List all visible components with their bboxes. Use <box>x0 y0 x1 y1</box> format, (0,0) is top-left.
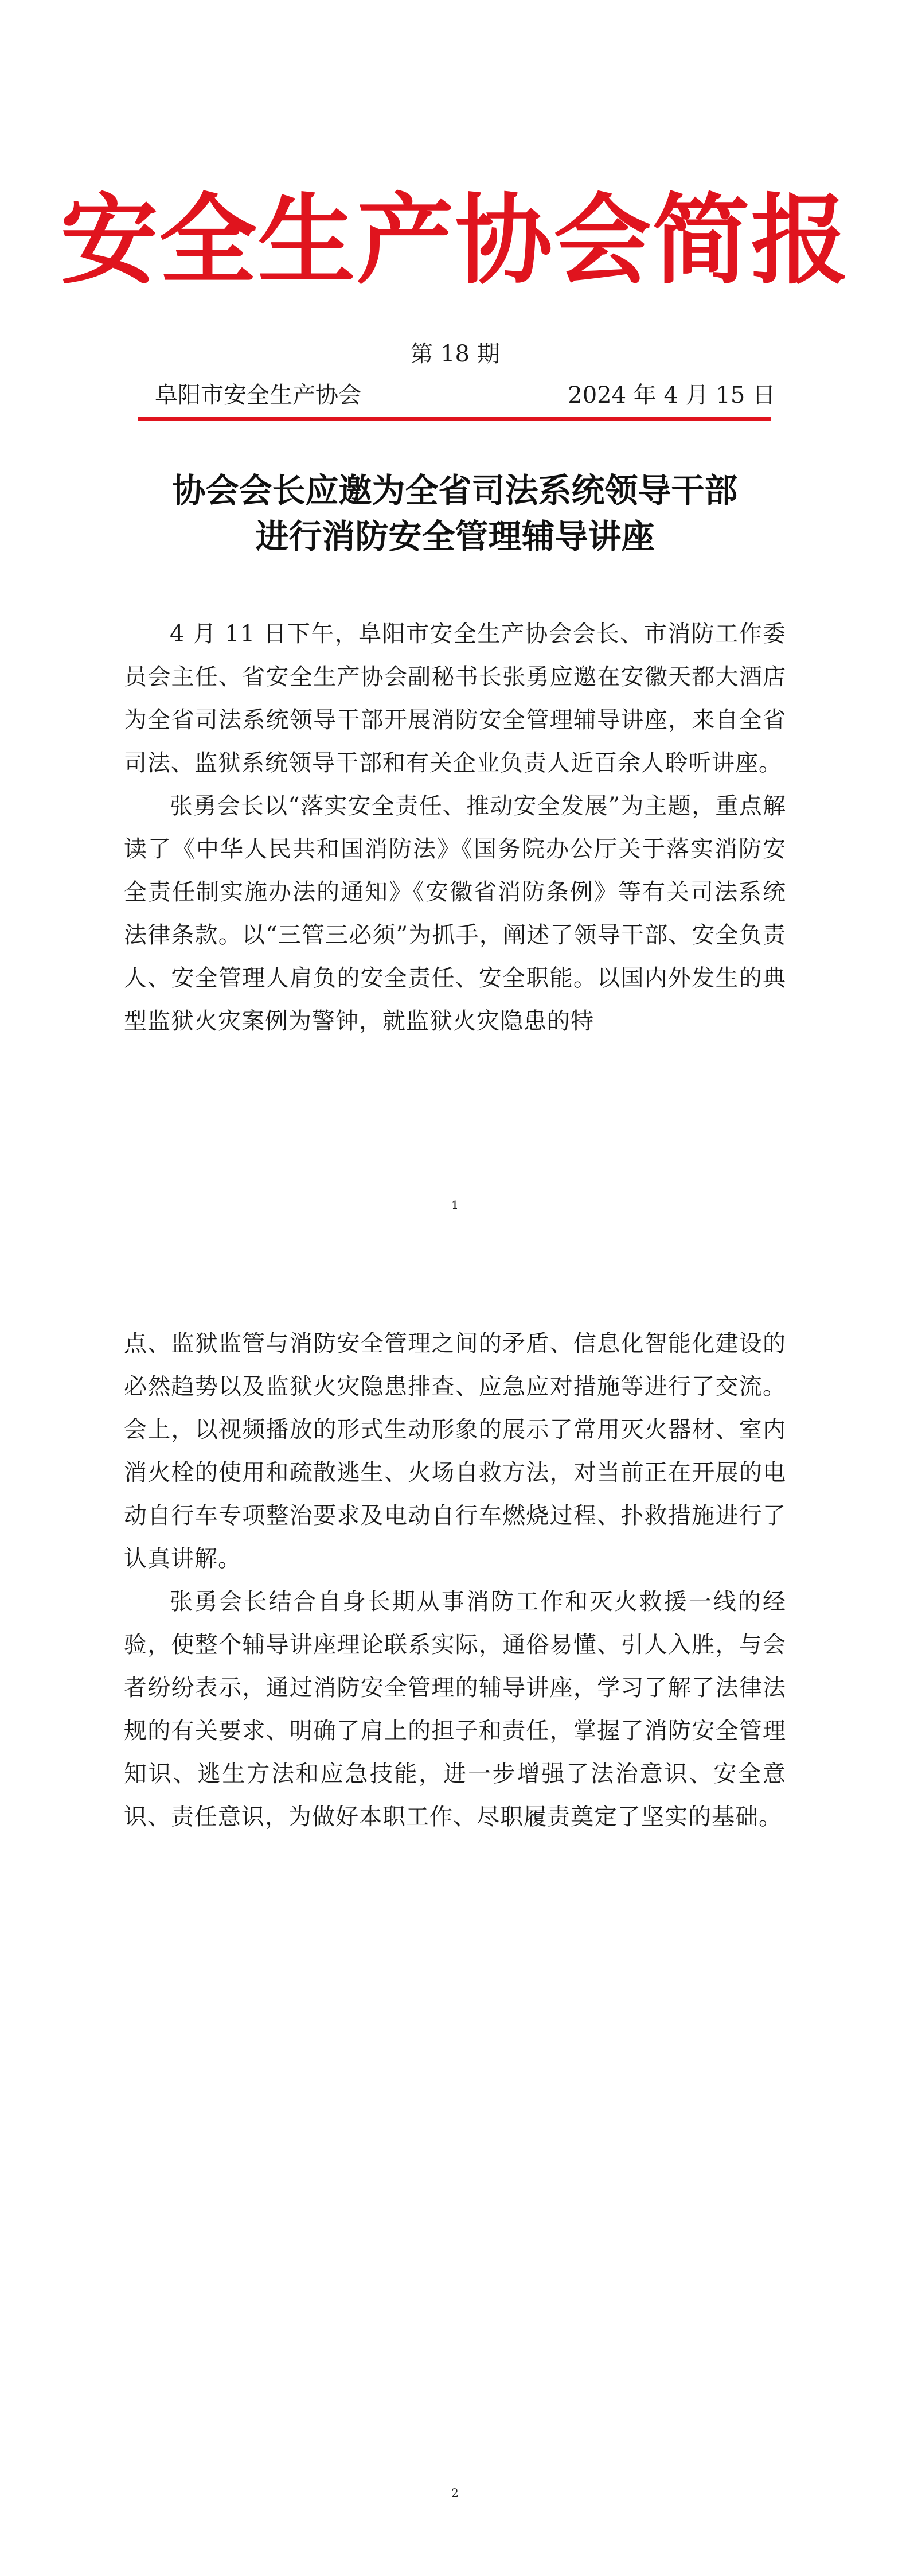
article-headline-line-2: 进行消防安全管理辅导讲座 <box>255 517 655 556</box>
issue-number: 第 18 期 <box>410 341 500 367</box>
body-paragraph: 4 月 11 日下午，阜阳市安全生产协会会长、市消防工作委员会主任、省安全生产协会副秘书长张勇应邀在安徽天都大酒店为全省司法系统领导干部开展消防安全管理辅导讲座，来自全省司法、监狱系统领导干部和有关企业负责人近百余人聆听讲座。 <box>124 621 786 776</box>
article-body-page-2 <box>124 1322 786 1839</box>
page-number: 1 <box>451 1198 459 1212</box>
article-body-page-1 <box>124 613 786 1043</box>
page-number: 2 <box>451 2486 459 2500</box>
page-2 <box>0 1288 910 2576</box>
publish-date: 2024 年 4 月 15 日 <box>568 382 775 408</box>
body-paragraph-continuation: 点、监狱监管与消防安全管理之间的矛盾、信息化智能化建设的必然趋势以及监狱火灾隐患排查、应急应对措施等进行了交流。会上，以视频播放的形式生动形象的展示了常用灭火器材、室内消火栓的使用和疏散逃生、火场自救方法，对当前正在开展的电动自行车专项整治要求及电动自行车燃烧过程、扑救措施进行了认真讲解。 <box>124 1330 786 1572</box>
article-headline-line-1: 协会会长应邀为全省司法系统领导干部 <box>172 471 738 510</box>
body-paragraph: 张勇会长结合自身长期从事消防工作和灭火救援一线的经验，使整个辅导讲座理论联系实际，通俗易懂、引人入胜，与会者纷纷表示，通过消防安全管理的辅导讲座，学习了解了法律法规的有关要求、明确了肩上的担子和责任，掌握了消防安全管理知识、逃生方法和应急技能，进一步增强了法治意识、安全意识、责任意识，为做好本职工作、尽职履责奠定了坚实的基础。 <box>124 1589 786 1830</box>
red-divider-rule <box>138 417 771 421</box>
bulletin-masthead-title: 安全生产协会简报 <box>60 184 850 298</box>
body-paragraph: 张勇会长以“落实安全责任、推动安全发展”为主题，重点解读了《中华人民共和国消防法》《国务院办公厅关于落实消防安全责任制实施办法的通知》《安徽省消防条例》等有关司法系统法律条款。以“三管三必须”为抓手，阐述了领导干部、安全负责人、安全管理人肩负的安全责任、安全职能。以国内外发生的典型监狱火灾案例为警钟，就监狱火灾隐患的特 <box>124 793 786 1034</box>
publisher-organization: 阜阳市安全生产协会 <box>155 382 361 408</box>
